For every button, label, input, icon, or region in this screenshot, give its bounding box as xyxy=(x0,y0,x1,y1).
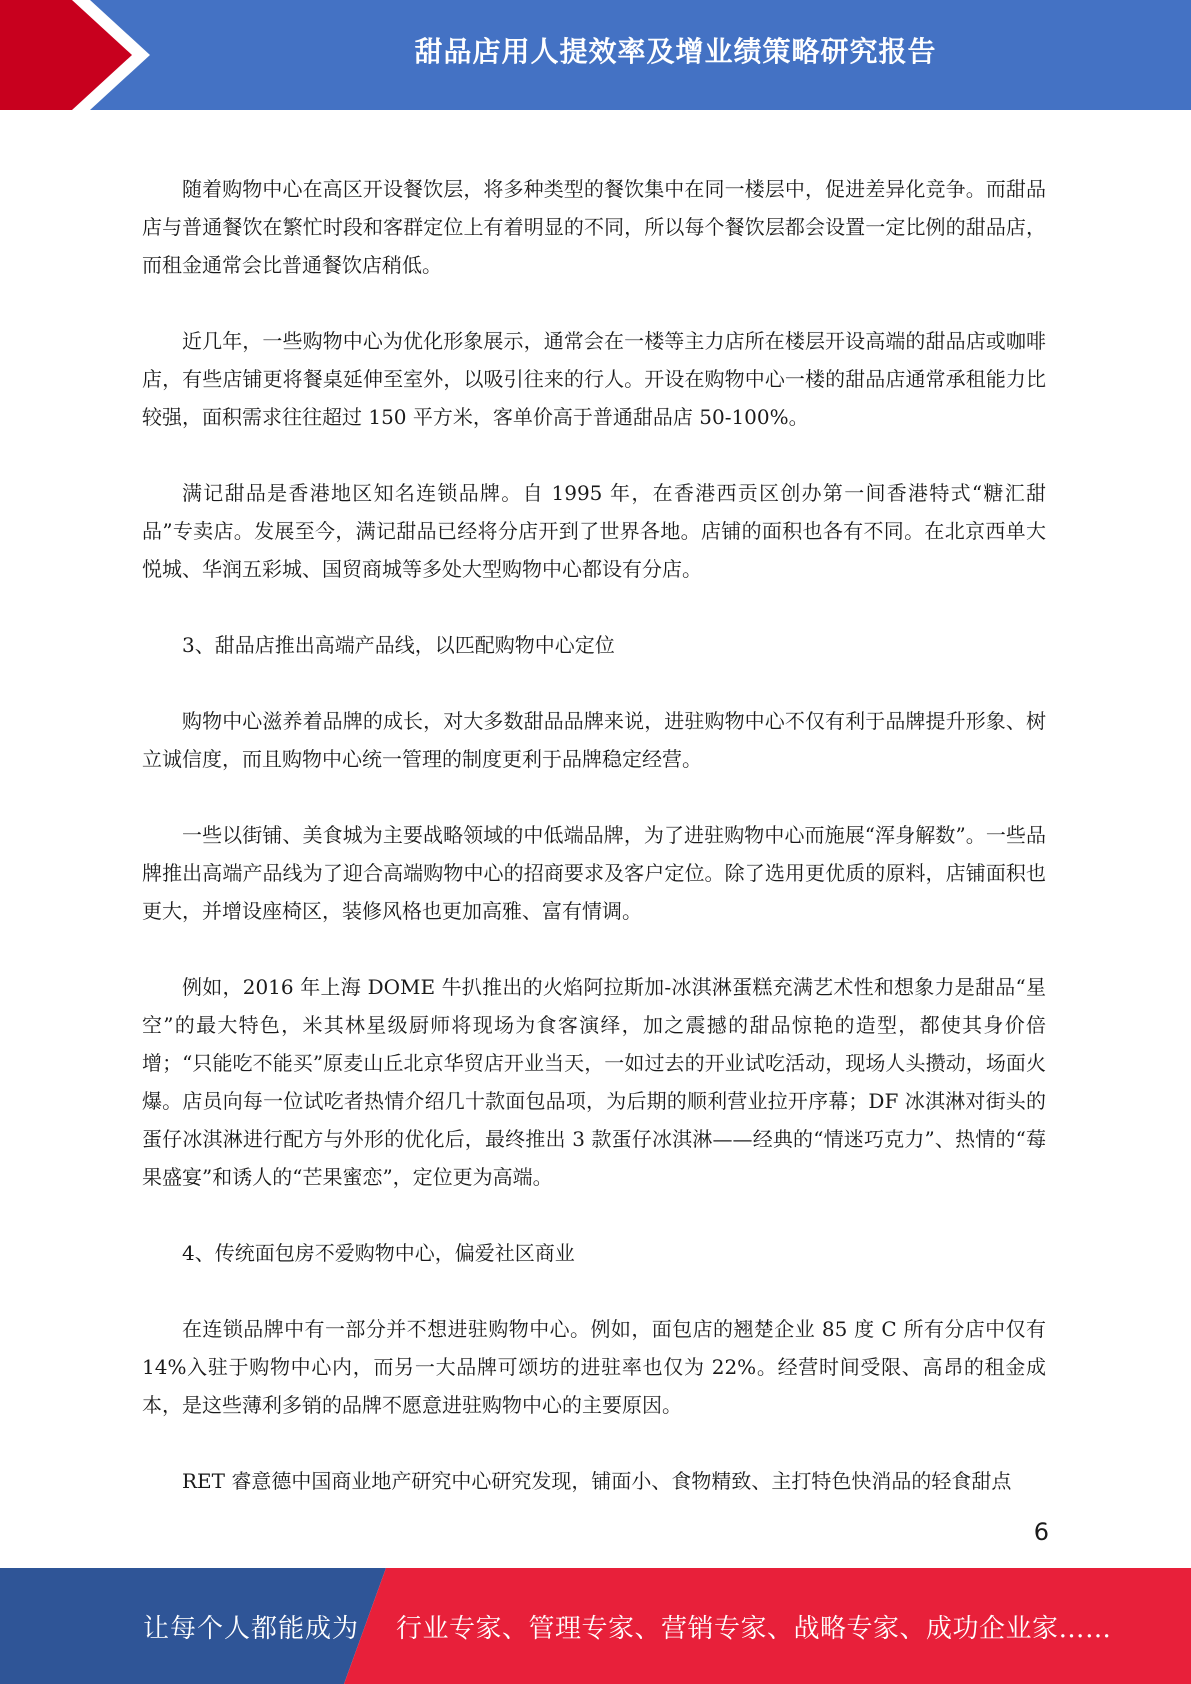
page-footer xyxy=(0,1568,1191,1684)
section-heading: 4、传统面包房不爱购物中心，偏爱社区商业 xyxy=(182,1241,575,1265)
paragraph: 近几年，一些购物中心为优化形象展示，通常会在一楼等主力店所在楼层开设高端的甜品店或咖啡店，有些店铺更将餐桌延伸至室外，以吸引往来的行人。开设在购物中心一楼的甜品店通常承租能力比较强，面积需求往往超过 150 平方米，客单价高于普通甜品店 50-100%。 xyxy=(142,329,1046,429)
paragraph: RET 睿意德中国商业地产研究中心研究发现，铺面小、食物精致、主打特色快消品的轻食甜点 xyxy=(182,1469,1012,1493)
paragraph: 例如，2016 年上海 DOME 牛扒推出的火焰阿拉斯加-冰淇淋蛋糕充满艺术性和想象力是甜品“星空”的最大特色，米其林星级厨师将现场为食客演绎，加之震撼的甜品惊艳的造型，都使其身价倍增；“只能吃不能买”原麦山丘北京华贸店开业当天，一如过去的开业试吃活动，现场人头攒动，场面火爆。店员向每一位试吃者热情介绍几十款面包品项，为后期的顺利营业拉开序幕；DF 冰淇淋对街头的蛋仔冰淇淋进行配方与外形的优化后，最终推出 3 款蛋仔冰淇淋——经典的“情迷巧克力”、热情的“莓果盛宴”和诱人的“芒果蜜恋”，定位更为高端。 xyxy=(142,975,1046,1189)
page-number: 6 xyxy=(1033,1518,1049,1546)
page-header xyxy=(0,0,1191,110)
paragraph: 一些以街铺、美食城为主要战略领域的中低端品牌，为了进驻购物中心而施展“浑身解数”。一些品牌推出高端产品线为了迎合高端购物中心的招商要求及客户定位。除了选用更优质的原料，店铺面积也更大，并增设座椅区，装修风格也更加高雅、富有情调。 xyxy=(142,823,1046,923)
paragraph: 随着购物中心在高区开设餐饮层，将多种类型的餐饮集中在同一楼层中，促进差异化竞争。而甜品店与普通餐饮在繁忙时段和客群定位上有着明显的不同，所以每个餐饮层都会设置一定比例的甜品店，而租金通常会比普通餐饮店稍低。 xyxy=(142,177,1046,277)
footer-slogan-right: 行业专家、管理专家、营销专家、战略专家、成功企业家…… xyxy=(396,1613,1112,1644)
paragraph: 购物中心滋养着品牌的成长，对大多数甜品品牌来说，进驻购物中心不仅有利于品牌提升形象、树立诚信度，而且购物中心统一管理的制度更利于品牌稳定经营。 xyxy=(142,709,1046,771)
section-heading: 3、甜品店推出高端产品线，以匹配购物中心定位 xyxy=(182,633,615,657)
document-body xyxy=(142,170,1046,1538)
report-title: 甜品店用人提效率及增业绩策略研究报告 xyxy=(414,35,937,68)
paragraph: 在连锁品牌中有一部分并不想进驻购物中心。例如，面包店的翘楚企业 85 度 C 所有分店中仅有 14%入驻于购物中心内，而另一大品牌可颂坊的进驻率也仅为 22%。经营时间受限、高昂的租金成本，是这些薄利多销的品牌不愿意进驻购物中心的主要原因。 xyxy=(142,1317,1046,1417)
footer-slogan-left: 让每个人都能成为 xyxy=(143,1613,360,1644)
paragraph: 满记甜品是香港地区知名连锁品牌。自 1995 年，在香港西贡区创办第一间香港特式“糖汇甜品”专卖店。发展至今，满记甜品已经将分店开到了世界各地。店铺的面积也各有不同。在北京西单大悦城、华润五彩城、国贸商城等多处大型购物中心都设有分店。 xyxy=(142,481,1046,581)
